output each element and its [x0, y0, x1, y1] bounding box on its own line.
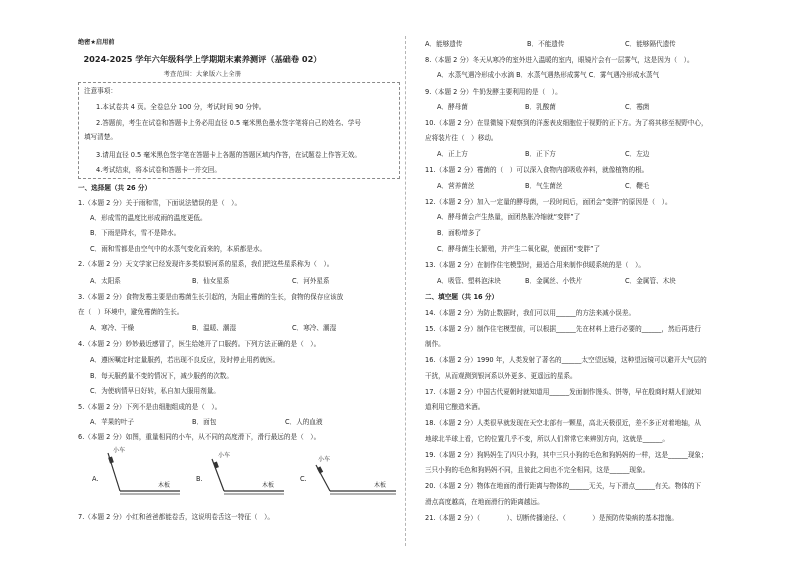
question-stem: 17.（本题 2 分）中国古代夏朝时就知道用______发面制作馒头、饼等，早在殷商时期人们就知: [425, 388, 702, 396]
option-c: C．金属管、木块: [625, 277, 676, 285]
question-stem: 14.（本题 2 分）为防止数据时，我们可以用______的方法来减小误差。: [425, 309, 636, 317]
question-stem: 13.（本题 2 分）在制作住宅模型时，最适合用来制作供暖系统的是（ ）。: [425, 261, 645, 269]
option-b: B．气生菌丝: [525, 182, 563, 190]
option-a: A．酵母菌: [437, 103, 468, 111]
option-c: C．酵母菌生长繁殖，并产生二氧化碳，使面团“变胖”了: [437, 245, 601, 253]
option-b: B．温暖、潮湿: [192, 324, 237, 332]
question-stem: 三只小狗的毛色和狗妈妈不同，且彼此之间也不完全相同，这是______现象。: [425, 466, 650, 474]
option-c: C．左边: [625, 150, 650, 158]
section-title-choice: 一、选择题（共 26 分）: [78, 184, 152, 192]
figure-label-c: C.: [300, 475, 307, 483]
figure-label-a: A.: [92, 475, 99, 483]
exam-scope: 考查范围：大象版六上全册: [163, 71, 242, 78]
car-label: 小车: [113, 447, 126, 454]
secret-label: 绝密★启用前: [78, 39, 115, 46]
option-c: C．雨和雪都是由空气中的水蒸气变化而来的，本质都是水。: [90, 245, 267, 253]
option-a: A．能够遗传: [425, 40, 463, 48]
question-stem: 19.（本题 2 分）狗妈妈生了四只小狗，其中三只小狗的毛色和狗妈妈的一样，这是______现象；: [425, 451, 708, 459]
page-title: 2024-2025 学年六年级科学上学期期末素养测评（基础卷 02）: [83, 54, 322, 64]
question-stem: 干扰，从而观测到银河系以外更多、更遥远的星系。: [425, 372, 577, 380]
ramp-figure-b: [204, 445, 286, 500]
car-label: 小车: [218, 452, 231, 459]
notice-item: 1.本试卷共 4 页。全卷总分 100 分，考试时间 90 分钟。: [96, 103, 266, 111]
options-line: A．水蒸气遇冷形成小水滴 B．水蒸气遇热形成雾气 C．雾气遇冷形成水蒸气: [437, 71, 660, 79]
notice-label: 注意事项：: [84, 87, 117, 95]
car-label: 小车: [318, 456, 331, 463]
question-stem: 5.（本题 2 分）下列不是由细胞组成的是（ ）。: [78, 403, 222, 411]
question-stem: 10.（本题 2 分）在显微镜下观察到的洋葱表皮细胞位于视野的正下方。为了将其移至视野中心，: [425, 119, 708, 127]
option-a: A．营养菌丝: [437, 182, 475, 190]
question-stem: 应将装片往（ ）移动。: [425, 134, 498, 142]
option-c: C．人的血液: [285, 418, 323, 426]
board-label: 木板: [374, 482, 387, 489]
option-a: A．苹果的叶子: [90, 418, 135, 426]
option-a: A．寒冷、干燥: [90, 324, 135, 332]
question-stem: 1.（本题 2 分）关于雨和雪，下面说法错误的是（ ）。: [78, 199, 242, 207]
ramp-figure-c: [308, 445, 398, 500]
option-b: B．面包: [192, 418, 217, 426]
board-label: 木板: [262, 482, 275, 489]
question-stem: 制作。: [425, 340, 445, 348]
question-stem: 18.（本题 2 分）人类很早就发现在天空北部有一颗星，高北天极很近，差不多正对着地轴，从: [425, 419, 702, 427]
question-stem: 20.（本题 2 分）物体在地面的滑行距离与物体的______无关，与下滑点______有关。物体的下: [425, 482, 702, 490]
question-stem: 7.（本题 2 分）小红和爸爸都能卷舌，这说明卷舌这一特征（ ）。: [78, 513, 275, 521]
question-stem: 道利用它酿造米酒。: [425, 403, 485, 411]
option-c: C．河外星系: [292, 277, 330, 285]
section-title-fill: 二、填空题（共 16 分）: [425, 293, 499, 301]
ramp-figures: [78, 445, 400, 500]
option-a: A．正上方: [437, 150, 468, 158]
question-stem: 6.（本题 2 分）如图，重量相同的小车，从不同的高度滑下，滑行最远的是（ ）。: [78, 433, 321, 441]
option-a: A．遵医嘱定时定量服药，若出现不良反应，及时停止用药就医。: [90, 356, 280, 364]
option-b: B．仙女星系: [192, 277, 230, 285]
notice-item: 填写清楚。: [84, 133, 117, 141]
question-stem: 3.（本题 2 分）食物发霉主要是由霉菌生长引起的，为阻止霉菌的生长，食物的保存应该放: [78, 293, 344, 301]
ramp-figure-a: [100, 445, 182, 500]
option-c: C．霉菌: [625, 103, 650, 111]
question-stem: 16.（本题 2 分）1990 年，人类发射了著名的______太空望远镜，这种望远镜可以避开大气层的: [425, 356, 707, 364]
question-stem: 4.（本题 2 分）妙妙最近感冒了，医生给她开了口服药。下列方法正确的是（ ）。: [78, 340, 321, 348]
option-a: A．吸管、塑料泡沫块: [437, 277, 501, 285]
option-b: B．不能遗传: [527, 40, 565, 48]
figure-label-b: B.: [196, 475, 203, 483]
question-stem: 21.（本题 2 分）（ ）、切断传播途径、（ ）是预防传染病的基本措施。: [425, 514, 678, 522]
question-stem: 9.（本题 2 分）牛奶发酵主要利用的是（ ）。: [425, 88, 562, 96]
option-b: B．乳酸菌: [525, 103, 556, 111]
right-column: [405, 0, 794, 562]
option-c: C．寒冷、潮湿: [292, 324, 337, 332]
question-stem: 滑点高度越高，在地面滑行的距离越远。: [425, 498, 544, 506]
option-b: B．面粉增多了: [437, 229, 482, 237]
option-b: B．下雨是降水，雪不是降水。: [90, 229, 181, 237]
option-a: A．酵母菌会产生热量，面团热胀冷缩就“变胖”了: [437, 213, 581, 221]
question-stem: 地球北半球上看，它的位置几乎不变，所以人们常常它来辨别方向，这就是______。: [425, 435, 669, 443]
question-stem: 12.（本题 2 分）加入一定量的酵母菌，一段时间后，面团会“变胖”的原因是（ ）。: [425, 198, 672, 206]
notice-item: 4.考试结束，将本试卷和答题卡一并交回。: [96, 166, 221, 174]
question-stem: 15.（本题 2 分）制作住宅模型前，可以根据______先在材料上进行必要的______，然后再进行: [425, 325, 702, 333]
notice-item: 2.答题前，考生在试卷和答题卡上务必用直径 0.5 毫米黑色墨水签字笔将自己的姓名、学号: [96, 119, 361, 127]
question-stem: 在（ ）环境中，避免霉菌的生长。: [78, 308, 184, 316]
option-a: A．形成雪的温度比形成雨的温度更低。: [90, 214, 207, 222]
question-stem: 8.（本题 2 分）冬天从寒冷的室外进入温暖的室内，眼镜片会有一层雾气，这是因为（ ）。: [425, 56, 694, 64]
option-b: B．每天服药量不变的情况下，减少服药的次数。: [90, 372, 233, 380]
option-b: B．正下方: [525, 150, 556, 158]
option-a: A．太阳系: [90, 277, 121, 285]
option-b: B．金属丝、小铁片: [525, 277, 583, 285]
board-label: 木板: [158, 482, 171, 489]
option-c: C．鞭毛: [625, 182, 650, 190]
option-c: C．为使病情早日好转，私自加大服用剂量。: [90, 387, 220, 395]
option-c: C．能够隔代遗传: [625, 40, 676, 48]
notice-box: [78, 82, 400, 179]
question-stem: 2.（本题 2 分）天文学家已经发现许多类似银河系的星系，我们把这些星系称为（ ）。: [78, 260, 334, 268]
notice-item: 3.请用直径 0.5 毫米黑色签字笔在答题卡上各题的答题区域内作答，在试题卷上作答无效。: [96, 151, 361, 159]
question-stem: 11.（本题 2 分）霉菌的（ ）可以深入食物内部吸收养料，就像植物的根。: [425, 166, 649, 174]
